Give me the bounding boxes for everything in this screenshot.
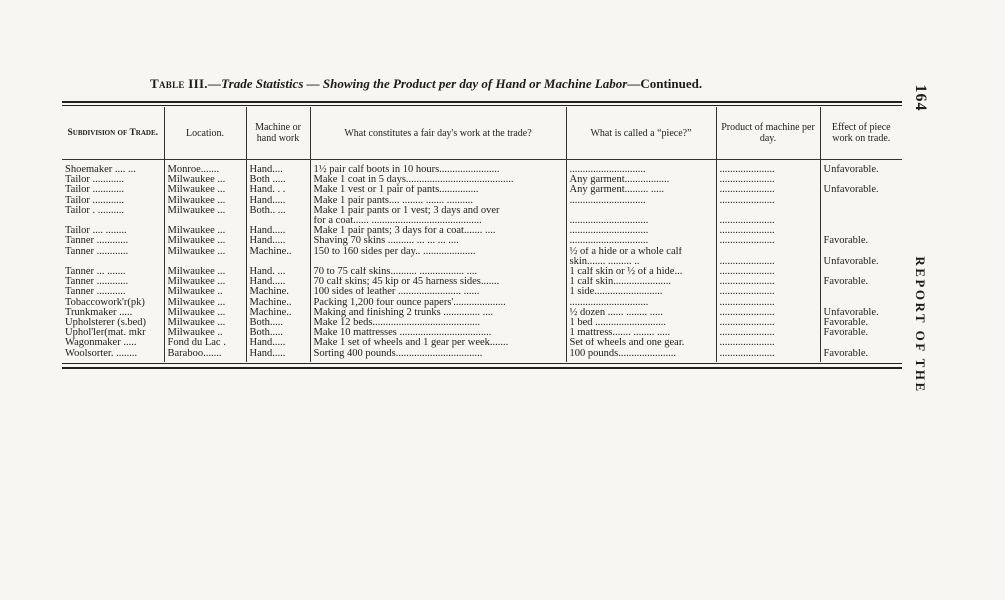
cell-method: Machine.. (246, 308, 310, 318)
cell-piece: .............................. (566, 216, 716, 226)
cell-subdivision: Tanner ............ (65, 277, 129, 288)
table-row (62, 206, 902, 216)
cell-fair-days-work: for a coat...... .......................................... (310, 216, 566, 226)
cell-subdivision: Tobaccowork'r(pk) (65, 297, 145, 308)
cell-method: Hand. ... (246, 267, 310, 277)
cell-fair-days-work: Make 1 vest or 1 pair of pants............... (310, 185, 566, 195)
cell-method: Both..... (246, 318, 310, 328)
cell-location: Milwaukee ... (164, 308, 246, 318)
page-number: 164 (912, 84, 929, 112)
cell-subdivision: Wagonmaker ..... (65, 338, 137, 349)
cell-effect: Favorable. (820, 277, 902, 287)
cell-location: Milwaukee .. (164, 287, 246, 297)
cell-fair-days-work (310, 257, 566, 267)
running-head: REPORT OF THE (913, 256, 928, 394)
cell-machine-product (716, 247, 820, 257)
cell-piece: 100 pounds...................... (566, 349, 716, 362)
cell-fair-days-work: Making and finishing 2 trunks .............. .... (310, 308, 566, 318)
cell-location: Milwaukee ... (164, 247, 246, 257)
caption-continued: —Continued. (627, 76, 703, 91)
cell-machine-product: ..................... (716, 175, 820, 185)
cell-location: Milwaukee ... (164, 318, 246, 328)
cell-effect (820, 175, 902, 185)
cell-subdivision: Uphol'ler(mat. mkr (65, 328, 146, 339)
cell-machine-product: ..................... (716, 277, 820, 287)
cell-method: Machine.. (246, 298, 310, 308)
header-location: Location. (164, 107, 246, 160)
cell-effect: Unfavorable. (820, 308, 902, 318)
cell-piece: 1 calf skin or ½ of a hide... (566, 267, 716, 277)
cell-machine-product: ..................... (716, 236, 820, 246)
table-row (62, 226, 902, 236)
cell-machine-product: ..................... (716, 160, 820, 176)
table-header-row (62, 107, 902, 160)
cell-piece: 1 side.......................... (566, 287, 716, 297)
cell-location: Milwaukee ... (164, 298, 246, 308)
cell-method: Machine. (246, 287, 310, 297)
cell-subdivision: Trunkmaker ..... (65, 307, 133, 318)
cell-effect (820, 247, 902, 257)
header-subdivision: Subdivision of Trade. (62, 107, 164, 160)
cell-machine-product: ..................... (716, 298, 820, 308)
cell-subdivision: Tailor ............ (65, 175, 125, 186)
cell-subdivision: Tanner ............ (65, 236, 129, 247)
cell-subdivision: Tanner ............ (65, 246, 129, 257)
cell-effect (820, 267, 902, 277)
cell-location: Fond du Lac . (164, 338, 246, 348)
cell-piece: ............................. (566, 196, 716, 206)
cell-subdivision: Shoemaker .... ... (65, 164, 136, 175)
cell-effect (820, 298, 902, 308)
cell-method (246, 257, 310, 267)
cell-subdivision: Tailor ............ (65, 185, 125, 196)
cell-effect: Favorable. (820, 349, 902, 362)
cell-method: Machine.. (246, 247, 310, 257)
cell-method: Hand..... (246, 236, 310, 246)
cell-effect: Favorable. (820, 318, 902, 328)
table-caption (150, 76, 830, 92)
header-machine-or-hand: Machine or hand work (246, 107, 310, 160)
cell-fair-days-work: Make 1 pair pants; 3 days for a coat....... .... (310, 226, 566, 236)
table-body (62, 160, 902, 362)
table-row (62, 185, 902, 195)
table-row (62, 318, 902, 328)
cell-piece: ½ of a hide or a whole calf (566, 247, 716, 257)
cell-machine-product: ..................... (716, 338, 820, 348)
top-rule-thin (62, 105, 902, 106)
header-piece: What is called a “piece?” (566, 107, 716, 160)
cell-machine-product: ..................... (716, 226, 820, 236)
cell-method: Both ..... (246, 175, 310, 185)
cell-method: Hand..... (246, 338, 310, 348)
cell-method: Hand..... (246, 226, 310, 236)
cell-machine-product (716, 206, 820, 216)
cell-location: Milwaukee ... (164, 277, 246, 287)
cell-piece: Any garment................. (566, 175, 716, 185)
cell-location: Milwaukee ... (164, 267, 246, 277)
cell-effect: Unfavorable. (820, 160, 902, 176)
table-row (62, 196, 902, 206)
bottom-rule-heavy (62, 367, 902, 369)
cell-piece: Set of wheels and one gear. (566, 338, 716, 348)
cell-method: Both.. ... (246, 206, 310, 216)
cell-subdivision: Tailor ............ (65, 195, 125, 206)
cell-method: Hand..... (246, 196, 310, 206)
cell-effect (820, 226, 902, 236)
cell-location: Milwaukee ... (164, 206, 246, 216)
cell-effect (820, 206, 902, 216)
table-row (62, 287, 902, 297)
cell-fair-days-work: Make 1 set of wheels and 1 gear per week....... (310, 338, 566, 348)
cell-piece: 1 bed ........................... (566, 318, 716, 328)
cell-subdivision: Tanner ........... (65, 287, 126, 298)
cell-fair-days-work: Make 1 coat in 5 days......................................... (310, 175, 566, 185)
cell-piece: .............................. (566, 226, 716, 236)
cell-method: Hand..... (246, 277, 310, 287)
cell-method: Hand..... (246, 349, 310, 362)
cell-fair-days-work: 70 to 75 calf skins.......... ................. .... (310, 267, 566, 277)
cell-machine-product: ..................... (716, 196, 820, 206)
cell-location: Milwaukee .. (164, 328, 246, 338)
cell-fair-days-work: Make 10 mattresses ................................... (310, 328, 566, 338)
table-row (62, 328, 902, 338)
cell-machine-product: ..................... (716, 328, 820, 338)
cell-effect (820, 287, 902, 297)
cell-subdivision (62, 216, 164, 226)
top-rule-heavy (62, 101, 902, 103)
cell-machine-product: ..................... (716, 267, 820, 277)
cell-location: Milwaukee ... (164, 236, 246, 246)
cell-subdivision: Tailor .... ........ (65, 226, 127, 237)
cell-machine-product: ..................... (716, 308, 820, 318)
cell-fair-days-work: 70 calf skins; 45 kip or 45 harness sides....... (310, 277, 566, 287)
cell-piece: ½ dozen ...... ........ ..... (566, 308, 716, 318)
cell-method (246, 216, 310, 226)
table-row (62, 277, 902, 287)
cell-piece: skin....... ......... .. (566, 257, 716, 267)
cell-method: Hand. . . (246, 185, 310, 195)
cell-location: Milwaukee ... (164, 175, 246, 185)
caption-table-number: Table III.— (150, 76, 222, 91)
cell-fair-days-work: Make 12 beds......................................... (310, 318, 566, 328)
cell-location: Milwaukee ... (164, 196, 246, 206)
cell-piece: ............................. (566, 160, 716, 176)
cell-fair-days-work: 1½ pair calf boots in 10 hours....................... (310, 160, 566, 176)
cell-machine-product: ..................... (716, 257, 820, 267)
table-row (62, 267, 902, 277)
cell-subdivision: Tailor . .......... (65, 205, 125, 216)
cell-location (164, 257, 246, 267)
cell-machine-product: ..................... (716, 287, 820, 297)
cell-subdivision: Upholsterer (s.bed) (65, 318, 147, 329)
cell-machine-product: ..................... (716, 349, 820, 362)
cell-method: Hand.... (246, 160, 310, 176)
cell-piece: Any garment......... ..... (566, 185, 716, 195)
cell-piece: .............................. (566, 298, 716, 308)
table-row (62, 298, 902, 308)
table-row (62, 160, 902, 176)
cell-piece (566, 206, 716, 216)
bottom-rule-thin (62, 363, 902, 364)
cell-effect: Favorable. (820, 236, 902, 246)
cell-piece: 1 calf skin...................... (566, 277, 716, 287)
table-row (62, 257, 902, 267)
cell-fair-days-work: Make 1 pair pants.... ........ ....... .......... (310, 196, 566, 206)
cell-fair-days-work: 150 to 160 sides per day.. .................... (310, 247, 566, 257)
cell-machine-product: ..................... (716, 216, 820, 226)
header-machine-product: Product of machine per day. (716, 107, 820, 160)
cell-effect (820, 196, 902, 206)
cell-fair-days-work: Packing 1,200 four ounce papers'.................... (310, 298, 566, 308)
table-row (62, 216, 902, 226)
cell-fair-days-work: 100 sides of leather ........................ ...... (310, 287, 566, 297)
cell-piece: .............................. (566, 236, 716, 246)
cell-location: Milwaukee ... (164, 226, 246, 236)
caption-title: Trade Statistics — Showing the Product per day of Hand or Machine Labor (221, 76, 628, 91)
table-row (62, 175, 902, 185)
cell-effect: Favorable. (820, 328, 902, 338)
table-row (62, 247, 902, 257)
header-fair-days-work: What constitutes a fair day's work at the trade? (310, 107, 566, 160)
table-row (62, 349, 902, 362)
cell-location: Milwaukee ... (164, 185, 246, 195)
cell-effect: Unfavorable. (820, 185, 902, 195)
cell-effect (820, 338, 902, 348)
cell-machine-product: ..................... (716, 185, 820, 195)
cell-effect (820, 216, 902, 226)
cell-subdivision: Woolsorter. ........ (65, 348, 138, 359)
cell-fair-days-work: Shaving 70 skins .......... ... ... ... .... (310, 236, 566, 246)
cell-subdivision (62, 257, 164, 267)
table-row (62, 308, 902, 318)
cell-location (164, 216, 246, 226)
cell-machine-product: ..................... (716, 318, 820, 328)
cell-fair-days-work: Make 1 pair pants or 1 vest; 3 days and over (310, 206, 566, 216)
cell-fair-days-work: Sorting 400 pounds................................. (310, 349, 566, 362)
cell-method: Both..... (246, 328, 310, 338)
table-row (62, 236, 902, 246)
header-effect: Effect of piece work on trade. (820, 107, 902, 160)
cell-piece: 1 mattress....... ........ ..... (566, 328, 716, 338)
cell-subdivision: Tanner ... ....... (65, 267, 126, 278)
cell-effect: Unfavorable. (820, 257, 902, 267)
cell-location: Baraboo....... (164, 349, 246, 362)
cell-location: Monroe....... (164, 160, 246, 176)
trade-statistics-table (62, 107, 902, 362)
table-row (62, 338, 902, 348)
